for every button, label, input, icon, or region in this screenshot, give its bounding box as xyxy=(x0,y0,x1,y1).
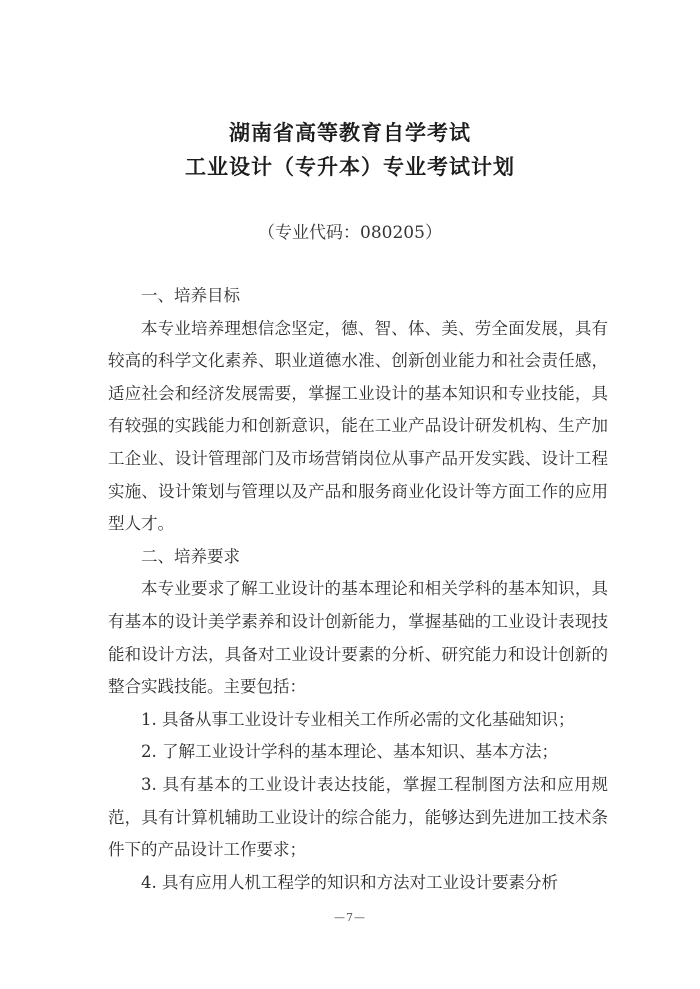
major-code: （专业代码：080205） xyxy=(258,223,442,243)
document-title-line2: 工业设计（专升本）专业考试计划 xyxy=(185,154,515,179)
requirement-item-2: 2. 了解工业设计学科的基本理论、基本知识、基本方法； xyxy=(141,742,558,762)
page-number: —7— xyxy=(334,911,366,924)
requirement-item-3: 3. 具有基本的工业设计表达技能，掌握工程制图方法和应用规范，具有计算机辅助工业设计的综合能力，能够达到先进加工技术条件下的产品设计工作要求； xyxy=(108,774,608,860)
section-heading-objectives: 一、培养目标 xyxy=(141,286,240,305)
document-title-line1: 湖南省高等教育自学考试 xyxy=(229,120,471,145)
objectives-paragraph: 本专业培养理想信念坚定，德、智、体、美、劳全面发展，具有较高的科学文化素养、职业道德水准、创新创业能力和社会责任感，适应社会和经济发展需要，掌握工业设计的基本知识和专业技能，具有较强的实践能力和创新意识，能在工业产品设计研发机构、生产加工企业、设计管理部门及市场营销岗位从事产品开发实践、设计工程实施、设计策划与管理以及产品和服务商业化设计等方面工作的应用型人才。 xyxy=(108,318,608,534)
requirements-paragraph: 本专业要求了解工业设计的基本理论和相关学科的基本知识，具有基本的设计美学素养和设计创新能力，掌握基础的工业设计表现技能和设计方法，具备对工业设计要素的分析、研究能力和设计创新的整合实践技能。主要包括： xyxy=(108,579,608,697)
section-heading-requirements: 二、培养要求 xyxy=(141,546,240,566)
document-body xyxy=(108,280,608,899)
requirement-item-1: 1. 具备从事工业设计专业相关工作所必需的文化基础知识； xyxy=(141,709,575,729)
requirement-item-4: 4. 具有应用人机工程学的知识和方法对工业设计要素分析 xyxy=(141,872,558,892)
